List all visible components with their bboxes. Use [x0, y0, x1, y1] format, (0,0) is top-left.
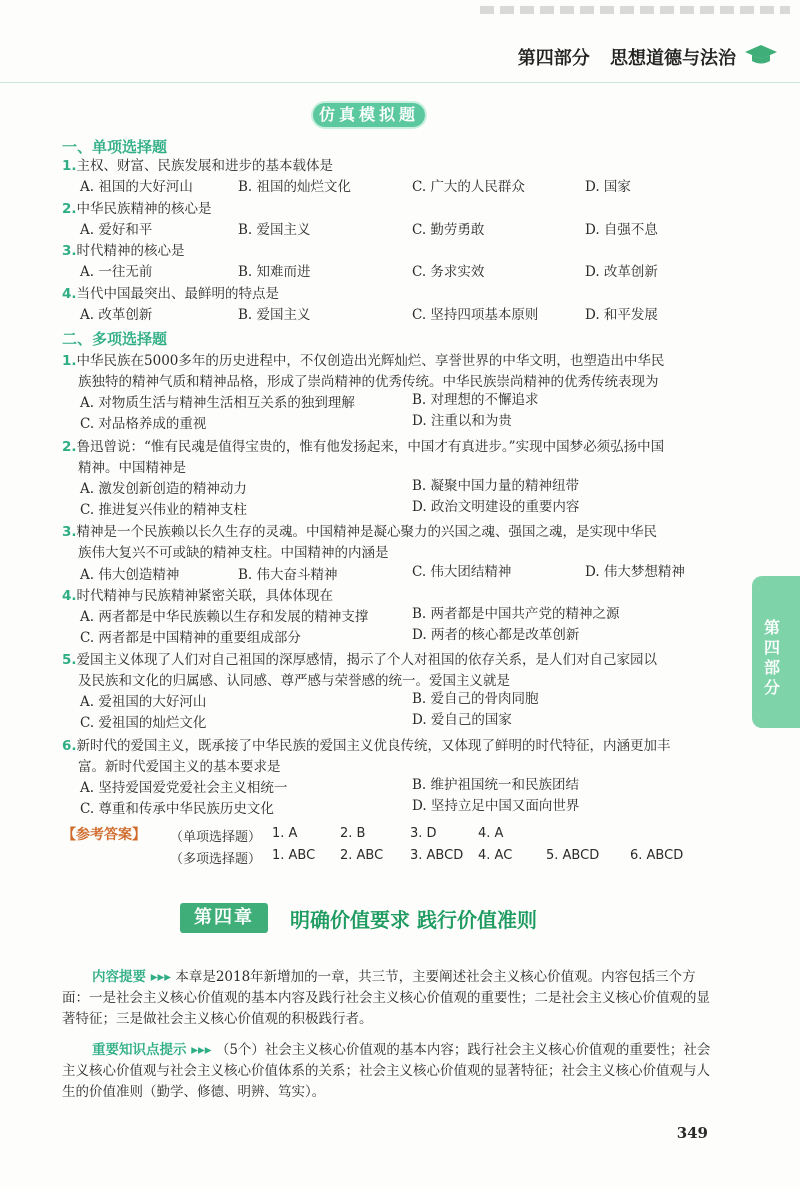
graduation-cap-icon [744, 42, 778, 68]
mquestion-1-line2: 族独特的精神气质和精神品格，形成了崇尚精神的优秀传统。中华民族崇尚精神的优秀传统表现为 [78, 374, 659, 390]
q2-option-c[interactable]: C. 勤劳勇敢 [412, 222, 485, 238]
mquestion-3-line2: 族伟大复兴不可或缺的精神支柱。中国精神的内涵是 [78, 545, 389, 561]
m1-option-d[interactable]: D. 注重以和为贵 [412, 413, 512, 429]
answer-multi-5: 5. ABCD [546, 848, 600, 863]
m2-option-b[interactable]: B. 凝聚中国力量的精神纽带 [412, 478, 580, 494]
question-3: 3.时代精神的核心是 [62, 243, 185, 259]
m4-option-b[interactable]: B. 两者都是中国共产党的精神之源 [412, 606, 620, 622]
answers-multi-label: （多项选择题） [170, 852, 262, 867]
q1-option-b[interactable]: B. 祖国的灿烂文化 [238, 179, 352, 195]
m3-option-d[interactable]: D. 伟大梦想精神 [585, 564, 685, 580]
m4-option-c[interactable]: C. 两者都是中国精神的重要组成部分 [80, 630, 301, 646]
answer-multi-2: 2. ABC [340, 848, 384, 863]
section-badge: 仿真模拟题 [313, 103, 425, 127]
m3-option-c[interactable]: C. 伟大团结精神 [412, 564, 512, 580]
summary-text: 本章是2018年新增加的一章，共三节，主要阐述社会主义核心价值观。内容包括三个方面：一是社会主义核心价值观的基本内容及践行社会主义核心价值观的重要性；二是社会主义核心价值观的显著特征；三是做社会主义核心价值观的积极践行者。 [62, 969, 710, 1027]
m4-option-d[interactable]: D. 两者的核心都是改革创新 [412, 627, 580, 643]
side-tab-label: 第四部分 [764, 618, 781, 697]
mquestion-1-line1: 1.中华民族在5000多年的历史进程中，不仅创造出光辉灿烂、享誉世界的中华文明，也塑造出中华民 [62, 353, 665, 369]
m3-option-b[interactable]: B. 伟大奋斗精神 [238, 567, 338, 583]
q1-option-a[interactable]: A. 祖国的大好河山 [80, 179, 193, 195]
answers-label: 【参考答案】 [62, 827, 146, 843]
mquestion-6-line2: 富。新时代爱国主义的基本要求是 [78, 759, 281, 775]
answers-single-label: （单项选择题） [170, 830, 262, 845]
q2-option-d[interactable]: D. 自强不息 [585, 222, 658, 238]
q3-option-c[interactable]: C. 务求实效 [412, 264, 485, 280]
m6-option-b[interactable]: B. 维护祖国统一和民族团结 [412, 777, 580, 793]
q4-option-d[interactable]: D. 和平发展 [585, 307, 658, 323]
answer-single-2: 2. B [340, 826, 366, 841]
answer-single-3: 3. D [410, 826, 437, 841]
answer-single-4: 4. A [478, 826, 504, 841]
q3-option-d[interactable]: D. 改革创新 [585, 264, 658, 280]
chapter-badge: 第四章 [180, 903, 268, 933]
m6-option-d[interactable]: D. 坚持立足中国又面向世界 [412, 798, 580, 814]
q1-option-c[interactable]: C. 广大的人民群众 [412, 179, 525, 195]
header-part: 第四部分 [517, 48, 590, 69]
m5-option-a[interactable]: A. 爱祖国的大好河山 [80, 694, 207, 710]
m2-option-a[interactable]: A. 激发创新创造的精神动力 [80, 481, 247, 497]
keypoints-paragraph [62, 1040, 722, 1103]
page-number: 349 [676, 1124, 708, 1142]
side-tab [752, 576, 800, 728]
m3-option-a[interactable]: A. 伟大创造精神 [80, 567, 180, 583]
header-subject: 思想道德与法治 [610, 48, 736, 69]
header-rule [0, 82, 800, 83]
q4-option-c[interactable]: C. 坚持四项基本原则 [412, 307, 539, 323]
m5-option-b[interactable]: B. 爱自己的骨肉同胞 [412, 691, 539, 707]
question-4: 4.当代中国最突出、最鲜明的特点是 [62, 286, 280, 302]
m4-option-a[interactable]: A. 两者都是中华民族赖以生存和发展的精神支撑 [80, 609, 369, 625]
mquestion-6-line1: 6.新时代的爱国主义，既承接了中华民族的爱国主义优良传统，又体现了鲜明的时代特征，内涵更加丰 [62, 738, 671, 754]
m2-option-c[interactable]: C. 推进复兴伟业的精神支柱 [80, 502, 247, 518]
running-header [504, 44, 736, 70]
section-heading-multi: 二、多项选择题 [62, 330, 168, 348]
answer-multi-6: 6. ABCD [630, 848, 684, 863]
mquestion-5-line1: 5.爱国主义体现了人们对自己祖国的深厚感情，揭示了个人对祖国的依存关系，是人们对自己家园以 [62, 652, 658, 668]
summary-label: 内容提要 ▸▸▸ [92, 969, 172, 985]
mquestion-2-line2: 精神。中国精神是 [78, 460, 186, 476]
keypoints-text: （5个）社会主义核心价值观的基本内容；践行社会主义核心价值观的重要性；社会主义核心价值观与社会主义核心价值体系的关系；社会主义核心价值观的显著特征；社会主义核心价值观与人生的价值准则（勤学、修德、明辨、笃实）。 [62, 1042, 711, 1100]
m5-option-c[interactable]: C. 爱祖国的灿烂文化 [80, 715, 207, 731]
mquestion-3-line1: 3.精神是一个民族赖以长久生存的灵魂。中国精神是凝心聚力的兴国之魂、强国之魂，是实现中华民 [62, 524, 658, 540]
m5-option-d[interactable]: D. 爱自己的国家 [412, 712, 512, 728]
q3-option-a[interactable]: A. 一往无前 [80, 264, 153, 280]
q2-option-b[interactable]: B. 爱国主义 [238, 222, 311, 238]
question-1: 1.主权、财富、民族发展和进步的基本载体是 [62, 158, 334, 174]
chapter-title: 明确价值要求 践行价值准则 [290, 908, 537, 932]
summary-paragraph [62, 967, 722, 1030]
q1-option-d[interactable]: D. 国家 [585, 179, 631, 195]
answer-single-1: 1. A [272, 826, 298, 841]
q3-option-b[interactable]: B. 知难而进 [238, 264, 311, 280]
m1-option-c[interactable]: C. 对品格养成的重视 [80, 416, 207, 432]
mquestion-4-line1: 4.时代精神与民族精神紧密关联，具体体现在 [62, 588, 334, 604]
q2-option-a[interactable]: A. 爱好和平 [80, 222, 153, 238]
keypoints-label: 重要知识点提示 ▸▸▸ [92, 1042, 212, 1058]
section-heading-single: 一、单项选择题 [62, 138, 168, 156]
answer-multi-3: 3. ABCD [410, 848, 464, 863]
q4-option-a[interactable]: A. 改革创新 [80, 307, 153, 323]
q4-option-b[interactable]: B. 爱国主义 [238, 307, 311, 323]
m1-option-a[interactable]: A. 对物质生活与精神生活相互关系的独到理解 [80, 395, 355, 411]
top-decoration [480, 6, 790, 14]
m6-option-c[interactable]: C. 尊重和传承中华民族历史文化 [80, 801, 274, 817]
mquestion-5-line2: 及民族和文化的归属感、认同感、尊严感与荣誉感的统一。爱国主义就是 [78, 673, 510, 689]
question-2: 2.中华民族精神的核心是 [62, 201, 212, 217]
mquestion-2-line1: 2.鲁迅曾说：“惟有民魂是值得宝贵的，惟有他发扬起来，中国才有真进步。”实现中国梦必须弘扬中国 [62, 439, 665, 455]
m2-option-d[interactable]: D. 政治文明建设的重要内容 [412, 499, 580, 515]
answer-multi-1: 1. ABC [272, 848, 316, 863]
answer-multi-4: 4. AC [478, 848, 513, 863]
m1-option-b[interactable]: B. 对理想的不懈追求 [412, 392, 539, 408]
m6-option-a[interactable]: A. 坚持爱国爱党爱社会主义相统一 [80, 780, 288, 796]
